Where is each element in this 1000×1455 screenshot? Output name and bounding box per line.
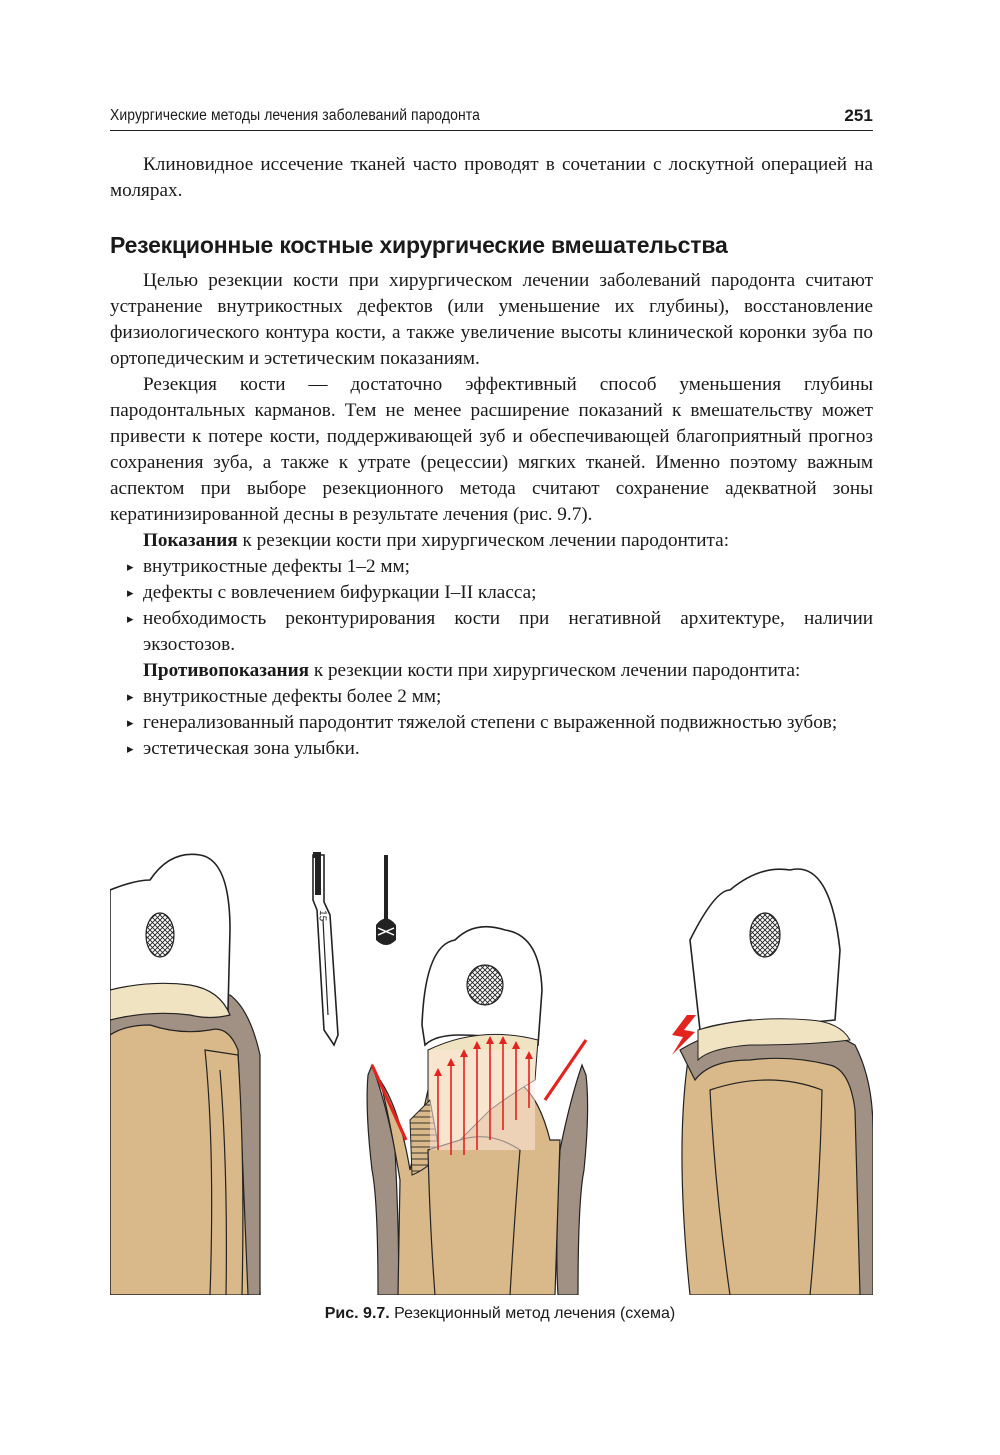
contraindications-lead-text: к резекции кости при хирургическом лечении пародонтита: (309, 660, 801, 681)
bullet-icon: ▸ (127, 585, 134, 600)
bullet-icon: ▸ (127, 741, 134, 756)
gum-mid-right (557, 1065, 588, 1295)
contraindications-label: Противопоказания (143, 660, 310, 681)
pulp-mid (467, 965, 503, 1005)
bullet-icon: ▸ (127, 715, 134, 730)
intro-paragraph: Клиновидное иссечение тканей часто проводят в сочетании с лоскутной операцией на молярах. (110, 154, 873, 201)
gum-mid-left (367, 1065, 398, 1295)
indications-lead (110, 528, 873, 554)
list-item: ▸ внутрикостные дефекты более 2 мм; (110, 684, 873, 710)
section-body (110, 268, 873, 762)
paragraph-1: Целью резекции кости при хирургическом лечении заболеваний пародонта считают устранение внутрикостных дефектов (или уменьшение их глубины), восстановление физиологического контура кости, а также увеличение высоты клинической коронки зуба по ортопедическим и эстетическим показаниям. (110, 270, 873, 369)
scalpel-number: 15 (316, 909, 328, 922)
figure-illustration (110, 850, 873, 1295)
root-mid (428, 1137, 520, 1295)
resection-zone-mid (430, 1050, 535, 1150)
pulp-left (146, 913, 174, 957)
running-title: Хирургические методы лечения заболеваний пародонта (110, 107, 480, 124)
bur-icon (376, 855, 396, 945)
contraindications-lead (110, 658, 873, 684)
page-number: 251 (844, 106, 873, 125)
paragraph-2: Резекция кости — достаточно эффективный способ уменьшения глубины пародонтальных карманов. Тем не менее расширение показаний к вмешательству может привести к потере кости, поддерживающей зуб и обеспечивающей благоприятный прогноз сохранения зуба, а также к утрате (рецессии) мягких тканей. Именно поэтому важным аспектом при выборе резекционного метода считают сохранение адекватной зоны кератинизированной десны в результате лечения (рис. 9.7). (110, 374, 873, 525)
indications-lead-text: к резекции кости при хирургическом лечении пародонтита: (237, 530, 730, 551)
figure-9-7 (110, 850, 873, 1295)
bullet-icon: ▸ (127, 611, 134, 626)
list-item: ▸ необходимость реконтурирования кости при негативной архитектуре, наличии экзостозов. (127, 608, 873, 655)
root-right (710, 1080, 822, 1295)
list-item: ▸ дефекты с вовлечением бифуркации I–II класса; (110, 580, 873, 606)
list-item: ▸ эстетическая зона улыбки. (110, 736, 873, 762)
bullet-icon: ▸ (127, 559, 134, 574)
intro-block (110, 152, 873, 204)
panel-before (110, 854, 260, 1295)
caption-label: Рис. 9.7. (324, 1305, 390, 1322)
bullet-icon: ▸ (127, 689, 134, 704)
panel-resection (367, 927, 587, 1295)
indications-list (110, 554, 873, 658)
figure-caption (0, 1305, 1000, 1323)
list-item: ▸ генерализованный пародонтит тяжелой степени с выраженной подвижностью зубов; (110, 710, 873, 736)
pulp-right (750, 913, 780, 957)
panel-after (672, 869, 873, 1295)
running-head (110, 104, 873, 131)
section-title: Резекционные костные хирургические вмешательства (110, 232, 728, 258)
caption-text: Резекционный метод лечения (схема) (389, 1305, 676, 1322)
list-item: ▸ внутрикостные дефекты 1–2 мм; (110, 554, 873, 580)
contraindications-list (110, 684, 873, 762)
indications-label: Показания (143, 530, 238, 551)
scalpel-icon (313, 855, 338, 1045)
